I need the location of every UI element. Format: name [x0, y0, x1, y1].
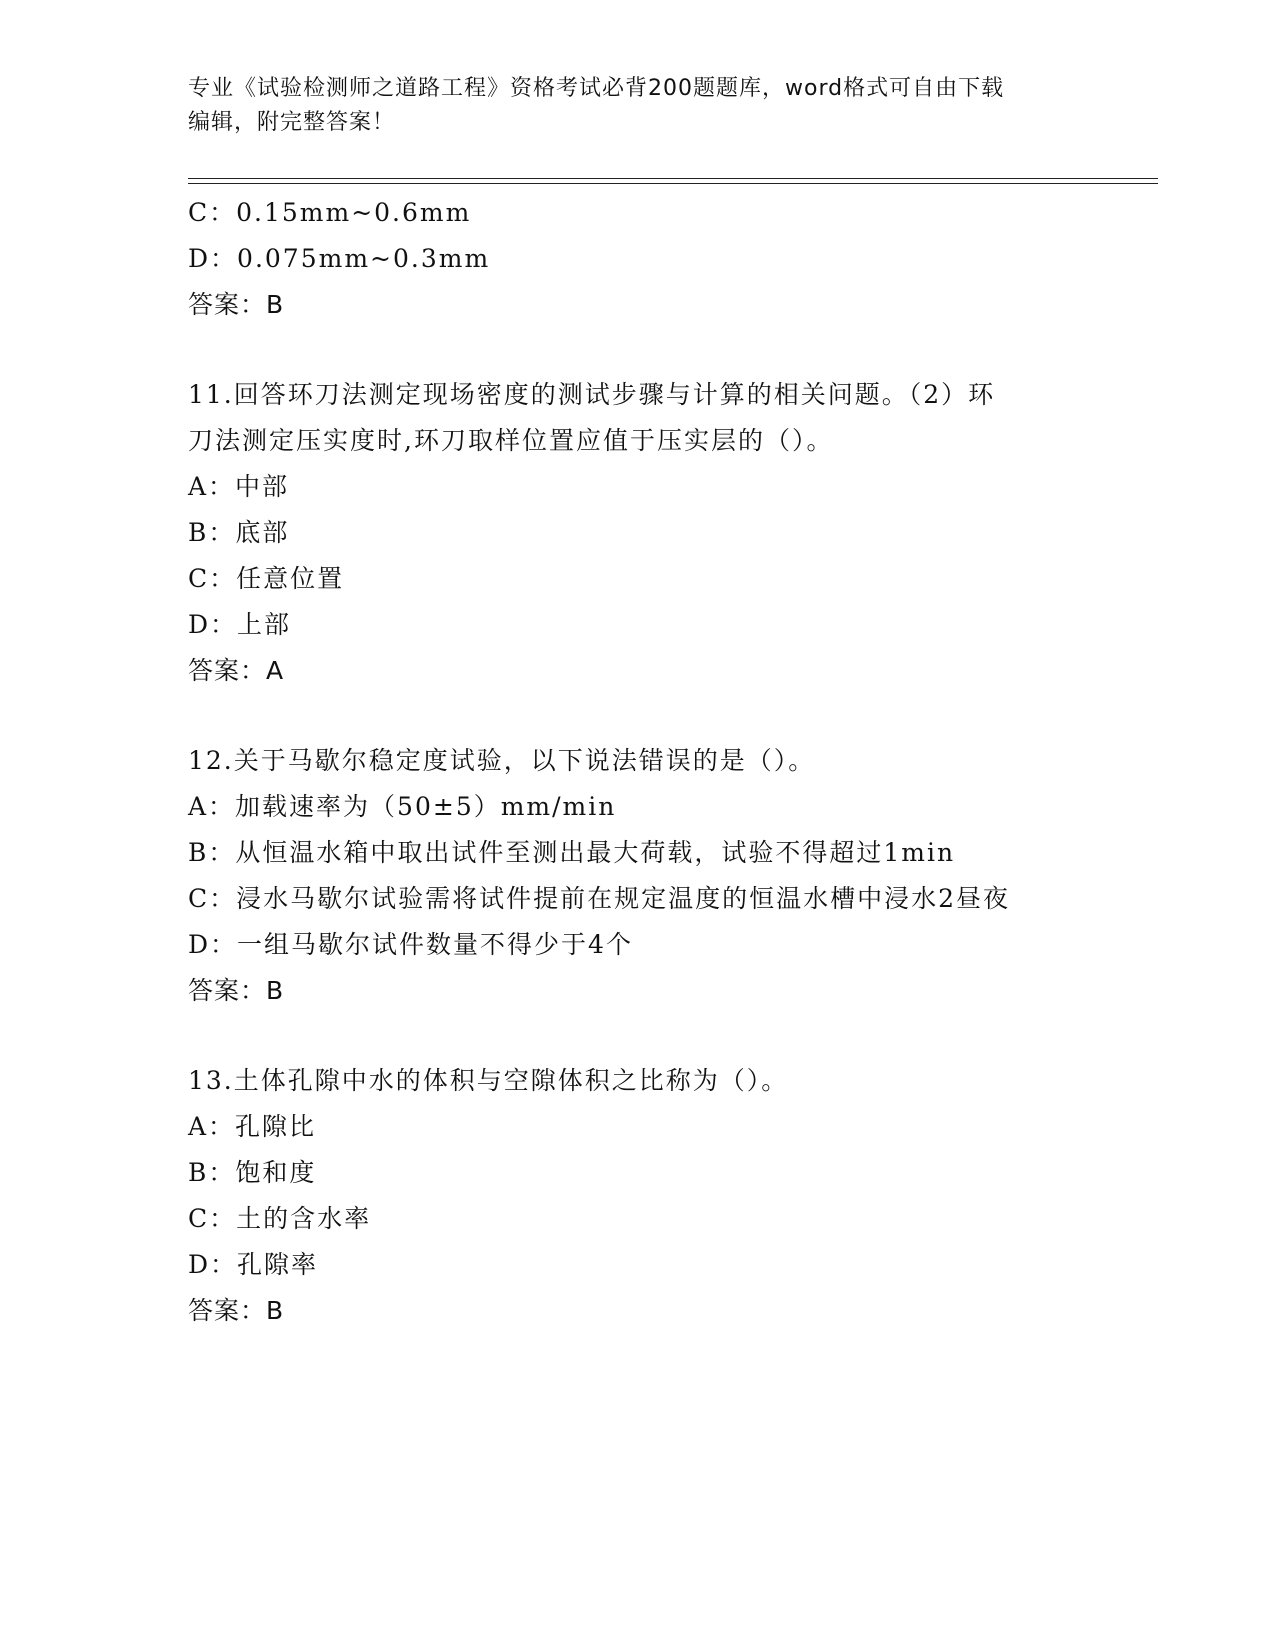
question-fragment: [188, 190, 1148, 328]
option-c: C：土的含水率: [188, 1204, 372, 1233]
option-b: B：底部: [188, 518, 290, 547]
question-stem-line-1: 12.关于马歇尔稳定度试验，以下说法错误的是（）。: [188, 746, 816, 775]
question-stem-line-1: 11.回答环刀法测定现场密度的测试步骤与计算的相关问题。（2）环: [188, 380, 996, 409]
answer-label: 答案：A: [188, 656, 285, 685]
option-a: A：孔隙比: [188, 1112, 317, 1141]
option-a: A：加载速率为（50±5）mm/min: [188, 792, 617, 821]
option-c: C：任意位置: [188, 564, 345, 593]
answer-label: 答案：B: [188, 290, 285, 319]
header-title-line-1: 专业《试验检测师之道路工程》资格考试必背200题题库，word格式可自由下载: [188, 76, 1005, 101]
option-b: B：从恒温水箱中取出试件至测出最大荷载，试验不得超过1min: [188, 838, 956, 867]
option-d: D：孔隙率: [188, 1250, 319, 1279]
header-title-line-2: 编辑，附完整答案！: [188, 110, 396, 135]
option-d: D：0.075mm~0.3mm: [188, 244, 491, 273]
option-a: A：中部: [188, 472, 290, 501]
option-d: D：上部: [188, 610, 292, 639]
question-11: [188, 372, 1148, 694]
page-header: [188, 72, 1088, 140]
option-c: C：浸水马歇尔试验需将试件提前在规定温度的恒温水槽中浸水2昼夜: [188, 884, 1011, 913]
question-stem-line-2: 刀法测定压实度时,环刀取样位置应值于压实层的（）。: [188, 426, 834, 455]
option-b: B：饱和度: [188, 1158, 317, 1187]
question-stem-line-1: 13.土体孔隙中水的体积与空隙体积之比称为（）。: [188, 1066, 789, 1095]
question-13: [188, 1058, 1148, 1334]
question-12: [188, 738, 1148, 1014]
question-list: [188, 190, 1148, 1334]
option-c: C：0.15mm~0.6mm: [188, 198, 472, 227]
option-d: D：一组马歇尔试件数量不得少于4个: [188, 930, 633, 959]
answer-label: 答案：B: [188, 1296, 285, 1325]
header-divider-top: [188, 178, 1158, 179]
answer-label: 答案：B: [188, 976, 285, 1005]
header-divider-bottom: [188, 183, 1158, 184]
